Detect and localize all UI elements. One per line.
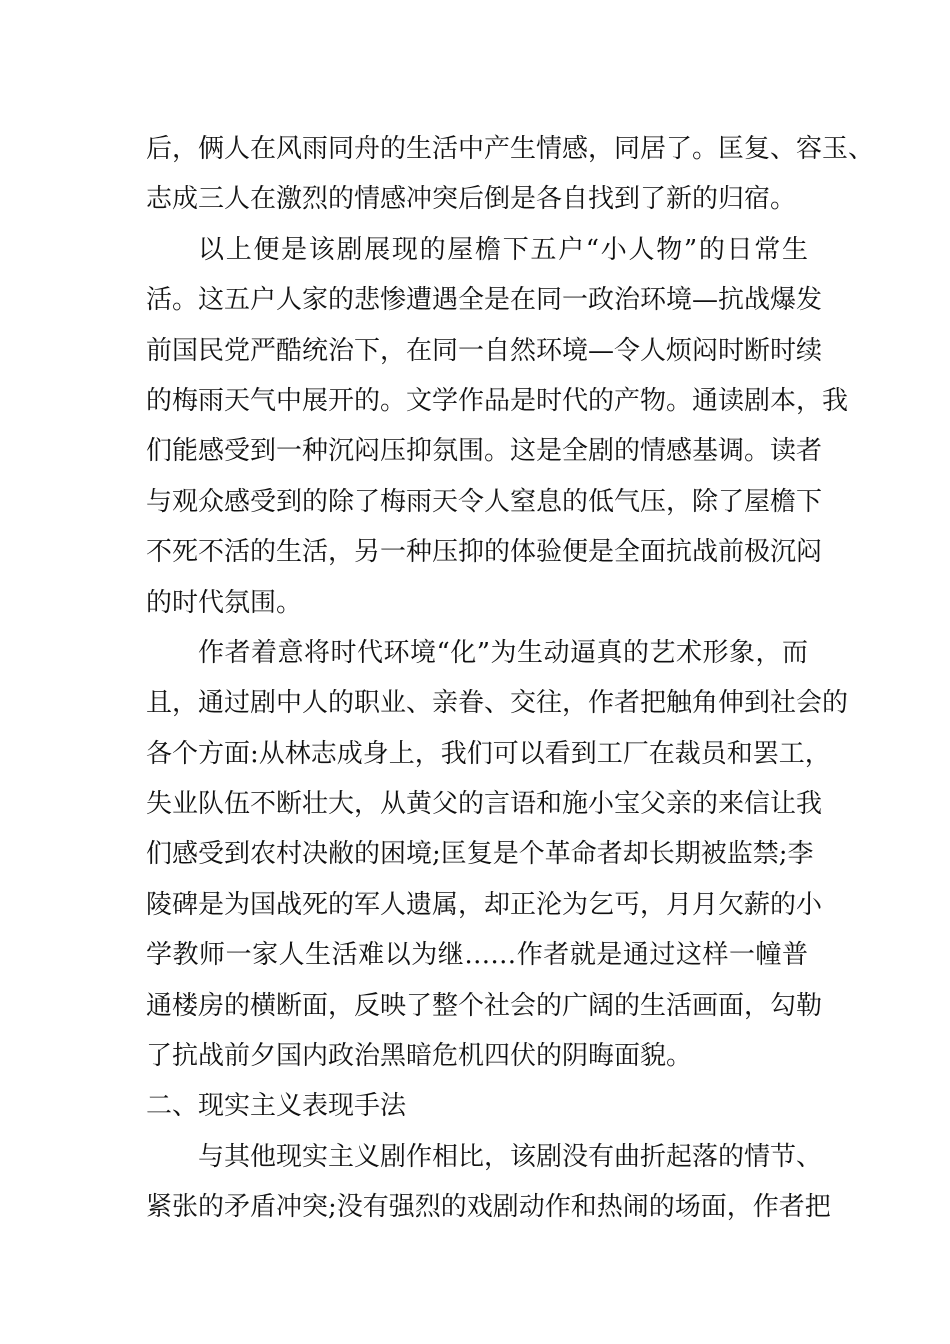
text-line: 失业队伍不断壮大，从黄父的言语和施小宝父亲的来信让我 bbox=[146, 789, 823, 820]
text-line: 们感受到农村决敝的困境;匡复是个革命者却长期被监禁;李 bbox=[146, 839, 814, 870]
text-line: 的时代氛围。 bbox=[146, 587, 303, 618]
text-line: 各个方面:从林志成身上，我们可以看到工厂在裁员和罢工， bbox=[146, 738, 831, 769]
text-line: 陵碑是为国战死的军人遗属，却正沦为乞丐，月月欠薪的小 bbox=[146, 889, 823, 920]
text-line: 且，通过剧中人的职业、亲眷、交往，作者把触角伸到社会的 bbox=[146, 688, 849, 719]
text-line: 后，俩人在风雨同舟的生活中产生情感，同居了。匡复、容玉、 bbox=[146, 134, 875, 164]
document-body bbox=[146, 124, 875, 1233]
paragraph bbox=[146, 124, 875, 225]
paragraph bbox=[146, 1132, 831, 1233]
text-line: 前国民党严酷统治下，在同一自然环境—令人烦闷时断时续 bbox=[146, 335, 823, 366]
text-line: 与其他现实主义剧作相比，该剧没有曲折起落的情节、 bbox=[198, 1141, 823, 1172]
text-line: 的梅雨天气中展开的。文学作品是时代的产物。通读剧本，我 bbox=[146, 385, 849, 416]
text-line: 与观众感受到的除了梅雨天令人窒息的低气压，除了屋檐下 bbox=[146, 486, 823, 517]
text-line: 作者着意将时代环境“化”为生动逼真的艺术形象，而 bbox=[198, 637, 808, 668]
text-line: 学教师一家人生活难以为继……作者就是通过这样一幢普 bbox=[146, 940, 808, 971]
text-line: 不死不活的生活，另一种压抑的体验便是全面抗战前极沉闷 bbox=[146, 537, 823, 568]
text-line: 志成三人在激烈的情感冲突后倒是各自找到了新的归宿。 bbox=[146, 184, 797, 215]
section-heading: 二、现实主义表现手法 bbox=[146, 1091, 407, 1122]
text-line: 通楼房的横断面，反映了整个社会的广阔的生活画面，勾勒 bbox=[146, 990, 823, 1021]
text-line: 以上便是该剧展现的屋檐下五户“小人物”的日常生 bbox=[198, 234, 808, 265]
text-line: 紧张的矛盾冲突;没有强烈的戏剧动作和热闹的场面，作者把 bbox=[146, 1192, 831, 1223]
text-line: 们能感受到一种沉闷压抑氛围。这是全剧的情感基调。读者 bbox=[146, 436, 823, 467]
paragraph bbox=[146, 628, 849, 1082]
paragraph bbox=[146, 225, 849, 628]
text-line: 活。这五户人家的悲惨遭遇全是在同一政治环境—抗战爆发 bbox=[146, 285, 823, 316]
text-line: 了抗战前夕国内政治黑暗危机四伏的阴晦面貌。 bbox=[146, 1041, 693, 1072]
